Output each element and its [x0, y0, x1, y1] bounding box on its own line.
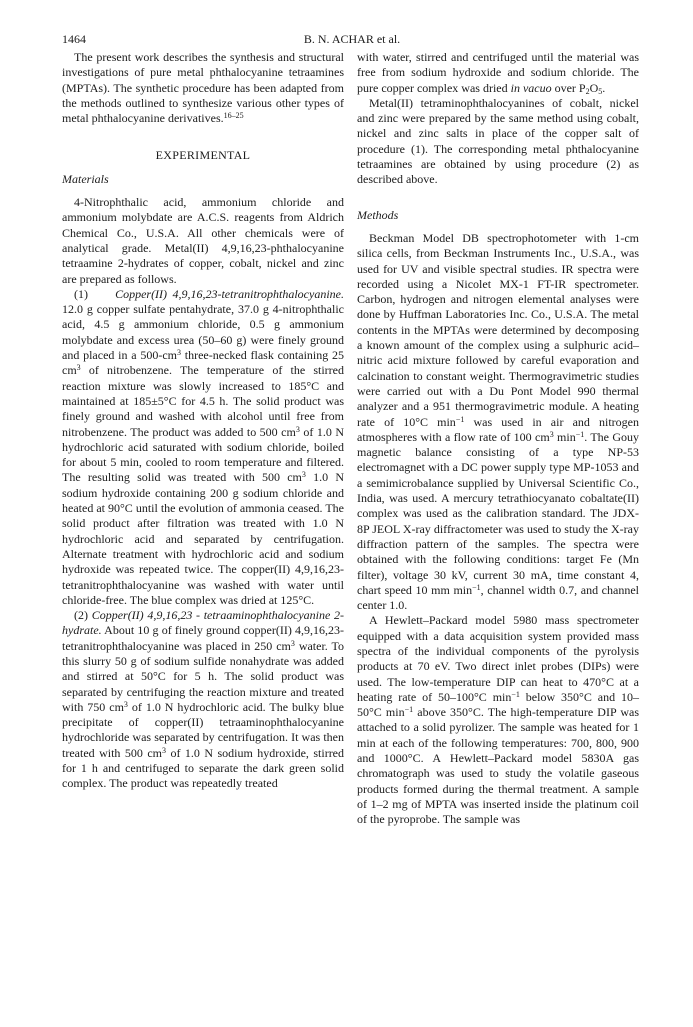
running-authors: B. N. ACHAR et al. — [303, 32, 401, 46]
continued-paragraph: with water, stirred and centrifuged until the material was free from sodium hydroxide and sodium chloride. The pure copper complex was dried in vacuo over $P_2O_5$. — [357, 50, 639, 96]
methods-heading: Methods — [357, 207, 399, 222]
intro-paragraph: The present work describes the synthesis and structural investigations of pure metal phthalocyanine tetraamines (MPTAs). The synthetic procedure has been adapted from the methods outlined to synthesize various other types of metal phthalocyanine derivatives.$^{16-25}$ — [62, 50, 344, 126]
experimental-heading: EXPERIMENTAL — [155, 148, 251, 163]
intro-citation: 16–25 — [223, 111, 244, 121]
materials-paragraph: 4-Nitrophthalic acid, ammonium chloride and ammonium molybdate are A.C.S. reagents from Aldrich Chemical Co., U.S.A. All other chemicals were of analytical grade. Metal(II) 4,9,16,23-phthalocyanine tetraamine 2-hydrates of copper, cobalt, nickel and zinc are prepared as follows. — [62, 195, 344, 286]
left-column — [62, 50, 344, 792]
procedure-2-compound: Copper(II) 4,9,16,23 - tetraaminophthalocyanine 2-hydrate. — [62, 608, 345, 638]
procedure-1-compound: Copper(II) 4,9,16,23-tetranitrophthalocyanine. — [115, 286, 344, 301]
methods-paragraph: Beckman Model DB spectrophotometer with 1-cm silica cells, from Beckman Instruments Inc., U.S.A., was used for UV and visible spectral studies. IR spectra were recorded using a Nicolet MX-1 FT-IR spectrometer. Carbon, hydrogen and nitrogen elemental analyses were done by Huffman Laboratories Inc. Co., U.S.A. The metal contents in the MPTAs were determined by decomposing a known amount of the complex using a sulphuric acid–nitric acid mixture followed by careful evaporation and calcination to constant weight. Thermogravimetric studies were carried out with a Du Pont Model 990 thermal analyzer and a 951 thermogravimetric module. A heating rate of 10°C $\min^{-1}$ was used in air and nitrogen atmospheres with a flow rate of 100 $cm^3$ $\min^{-1}$. The Gouy magnetic balance consisting of a type NP-53 electromagnet with a DC power supply type MP-1053 and a semimicrobalance supplied by Universal Scientific Co., India, was used. A mercury tetrathiocyanato cobaltate(II) complex was used as the calibration standard. The JDX-8P JEOL X-ray diffractometer was used to study the X-ray diffraction pattern of the samples. The spectra were obtained with the following conditions: target Fe (Mn filter), voltage 30 kV, current 30 mA, time constant 4, chart speed 10 mm $\min^{-1}$, channel width 0.7, and channel center 1.0. — [357, 230, 640, 613]
running-head — [62, 31, 642, 47]
procedure-1-paragraph: (1) Copper(II) 4,9,16,23-tetranitrophthalocyanine. 12.0 g copper sulfate pentahydrate, 37.0 g 4-nitrophthalic acid, 4.5 g ammonium chloride, 0.5 g ammonium molybdate and excess urea (50–60 g) were finely ground and placed in a $500-cm^3$ three-necked flask containing 25 $cm^3$ of nitrobenzene. The temperature of the stirred reaction mixture was slowly increased to 185°C and maintained at 185±5°C for 4.5 h. The solid product was finely ground and washed with alcohol until free from nitrobenzene. The product was added to 500 $cm^3$ of 1.0 N hydrochloric acid saturated with sodium chloride, boiled for about 5 min, cooled to room temperature and filtered. The resulting solid was treated with 500 $cm^3$ 1.0 N sodium hydroxide containing 200 g sodium chloride and heated at 90°C until the evolution of ammonia ceased. The solid product after filtration was treated with 1.0 N hydrochloric acid and separated by centrifugation. Alternate treatment with hydrochloric acid and sodium hydroxide was repeated twice. The copper(II) 4,9,16,23-tetranitrophthalocyanine was washed with water until chloride-free. The blue complex was dried at 125°C. — [62, 286, 344, 607]
mass-spectrometry-paragraph: A Hewlett–Packard model 5980 mass spectrometer equipped with a data acquisition system provided mass spectra of the individual components of the pyrolysis products at 70 eV. Two direct inlet probes (DIPs) were used. The low-temperature DIP can heat to 470°C at a heating rate of 50–100°C $\min^{-1}$ below 350°C and 10–50°C $\min^{-1}$ above 350°C. The high-temperature DIP was attached to a solid pyrolizer. The sample was heated for 1 min at each of the following temperatures: 700, 800, 900 and 1000°C. A Hewlett–Packard model 5830A gas chromatograph was used to study the volatile gaseous products formed during the thermal treatment. A sample of 1–2 mg of MPTA was inserted inside the platinum coil of the pyroprobe. The sample was — [357, 613, 639, 827]
procedure-2-paragraph: (2) Copper(II) 4,9,16,23 - tetraaminophthalocyanine 2-hydrate. About 10 g of finely ground copper(II) 4,9,16,23-tetranitrophthalocyanine was placed in 250 $cm^3$ water. To this slurry 50 g of sodium sulfide nonahydrate was added and stirred at 50°C for 5 h. The solid product was separated by centrifuging the reaction mixture and treated with 750 $cm^3$ of 1.0 N hydrochloric acid. The bulky blue precipitate of copper(II) tetraaminophthalocyanine hydrochloride was separated by centrifugation. It was then treated with 500 $cm^3$ of 1.0 N sodium hydroxide, stirred for 1 h and centrifuged to separate the dark green solid complex. The product was repeatedly treated — [62, 608, 345, 791]
materials-heading: Materials — [62, 171, 109, 186]
page-number: 1464 — [62, 32, 86, 46]
metal-complexes-paragraph: Metal(II) tetraminophthalocyanines of cobalt, nickel and zinc were prepared by the same method using cobalt, nickel and zinc salts in place of the copper salt of procedure (1). The corresponding metal phthalocyanine tetraamines are obtained by using procedure (2) as described above. — [357, 95, 639, 187]
right-column — [357, 50, 639, 828]
